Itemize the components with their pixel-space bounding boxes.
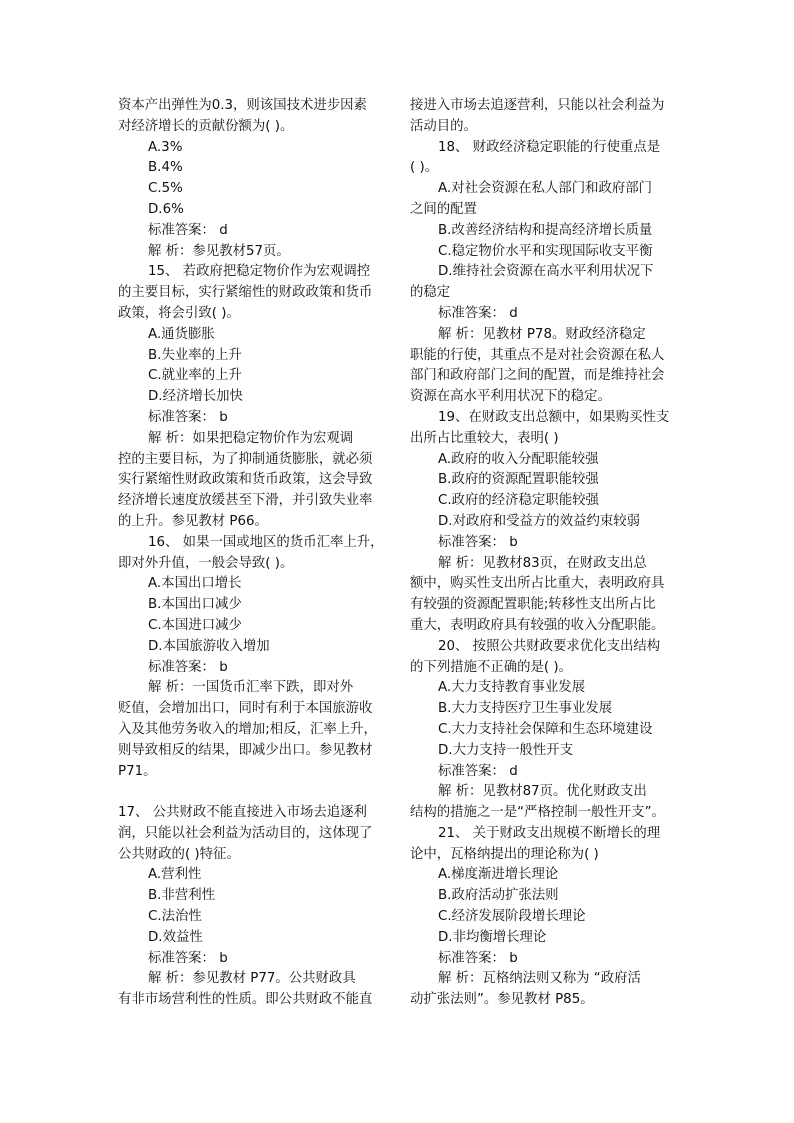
text-line: 有非市场营利性的性质。即公共财政不能直 xyxy=(118,992,373,1008)
text-line: 17、 公共财政不能直接进入市场去追逐利 xyxy=(118,805,367,821)
text-line: A.3% xyxy=(148,139,183,155)
text-line: A.营利性 xyxy=(148,867,202,883)
text-line: ( )。 xyxy=(410,160,439,176)
text-line: 标准答案： b xyxy=(148,659,228,675)
text-line: C.大力支持社会保障和生态环境建设 xyxy=(438,721,653,737)
text-line: 的稳定 xyxy=(410,285,451,301)
text-line: 标准答案： d xyxy=(148,222,228,238)
text-line: 21、 关于财政支出规模不断增长的理 xyxy=(438,825,661,841)
text-line: 有较强的资源配置职能;转移性支出所占比 xyxy=(410,597,656,613)
text-line: 标准答案： d xyxy=(438,305,518,321)
text-line: 政策，将会引致( )。 xyxy=(118,305,240,321)
text-line: B.政府活动扩张法则 xyxy=(438,888,559,904)
text-line: 标准答案： b xyxy=(438,950,518,966)
text-line: 资本产出弹性为0.3，则该国技术进步因素 xyxy=(118,98,367,113)
text-line: P71。 xyxy=(118,763,157,779)
text-line: 重大，表明政府具有较强的收入分配职能。 xyxy=(410,617,665,633)
text-line: 动扩张法则”。参见教材 P85。 xyxy=(410,992,594,1008)
text-line: 解 析：见教材87页。优化财政支出 xyxy=(438,784,647,800)
text-line: 解 析：参见教材57页。 xyxy=(148,243,290,259)
text-line: A.本国出口增长 xyxy=(148,576,242,592)
text-line: 的下列措施不正确的是( )。 xyxy=(410,659,573,675)
text-line: D.非均衡增长理论 xyxy=(438,929,547,945)
text-line: D.效益性 xyxy=(148,929,203,945)
text-line: D.经济增长加快 xyxy=(148,389,243,405)
text-line: D.本国旅游收入增加 xyxy=(148,638,270,654)
text-line: 则导致相反的结果，即减少出口。参见教材 xyxy=(118,742,373,758)
text-line: 18、 财政经济稳定职能的行使重点是 xyxy=(438,139,661,155)
text-line: B.非营利性 xyxy=(148,888,216,904)
text-line: A.梯度渐进增长理论 xyxy=(438,867,559,883)
text-line: D.6% xyxy=(148,201,184,217)
text-line: 标准答案： b xyxy=(148,409,228,425)
text-line: B.失业率的上升 xyxy=(148,347,242,363)
text-line: 解 析：如果把稳定物价作为宏观调 xyxy=(148,430,354,446)
text-line: 贬值，会增加出口，同时有利于本国旅游收 xyxy=(118,701,373,717)
text-line: 即对外升值，一般会导致( )。 xyxy=(118,555,294,571)
text-line: A.大力支持教育事业发展 xyxy=(438,680,586,696)
text-line: 公共财政的( )特征。 xyxy=(118,846,240,862)
text-line: 对经济增长的贡献份额为( )。 xyxy=(118,118,294,134)
text-line: 控的主要目标，为了抑制通货膨胀，就必须 xyxy=(118,451,373,467)
text-line: D.维持社会资源在高水平利用状况下 xyxy=(438,264,654,280)
text-line: 出所占比重较大，表明( ) xyxy=(410,430,559,446)
text-line: 解 析：瓦格纳法则又称为 “政府活 xyxy=(438,971,641,987)
text-line: 15、 若政府把稳定物价作为宏观调控 xyxy=(148,264,371,280)
left-column xyxy=(118,96,388,1011)
text-line: 部门和政府部门之间的配置，而是维持社会 xyxy=(410,368,665,384)
text-line: 标准答案： b xyxy=(148,950,228,966)
text-line: 之间的配置 xyxy=(410,201,477,217)
text-line: 的主要目标，实行紧缩性的财政政策和货币 xyxy=(118,285,373,301)
text-line: 16、 如果一国或地区的货币汇率上升， xyxy=(148,534,384,550)
text-line: 接进入市场去追逐营利，只能以社会利益为 xyxy=(410,98,665,113)
text-line: 活动目的。 xyxy=(410,118,477,134)
text-line: 实行紧缩性财政政策和货币政策，这会导致 xyxy=(118,472,373,488)
text-line: 资源在高水平利用状况下的稳定。 xyxy=(410,389,611,405)
text-line xyxy=(118,782,388,803)
text-line: A.通货膨胀 xyxy=(148,326,215,342)
right-column xyxy=(410,96,676,1011)
text-line: B.4% xyxy=(148,160,183,176)
text-line: 的上升。参见教材 P66。 xyxy=(118,513,268,529)
text-line: C.就业率的上升 xyxy=(148,368,242,384)
text-line: 标准答案： d xyxy=(438,763,518,779)
text-line: B.政府的资源配置职能较强 xyxy=(438,472,599,488)
text-line: C.政府的经济稳定职能较强 xyxy=(438,493,599,509)
text-line: A.政府的收入分配职能较强 xyxy=(438,451,599,467)
text-line: 入及其他劳务收入的增加;相反，汇率上升， xyxy=(118,721,377,737)
text-line: 解 析：见教材 P78。财政经济稳定 xyxy=(438,326,646,342)
text-line: 解 析：参见教材 P77。公共财政具 xyxy=(148,971,356,987)
text-line: 解 析：见教材83页，在财政支出总 xyxy=(438,555,647,571)
text-line: C.法治性 xyxy=(148,909,202,925)
text-line: 额中，购买性支出所占比重大，表明政府具 xyxy=(410,576,665,592)
text-line: C.5% xyxy=(148,181,183,197)
text-line: 经济增长速度放缓甚至下滑，并引致失业率 xyxy=(118,493,373,509)
text-line: D.对政府和受益方的效益约束较弱 xyxy=(438,513,641,529)
text-line: B.改善经济结构和提高经济增长质量 xyxy=(438,222,653,238)
text-line: 标准答案： b xyxy=(438,534,518,550)
text-line: C.稳定物价水平和实现国际收支平衡 xyxy=(438,243,653,259)
text-line: 职能的行使，其重点不是对社会资源在私人 xyxy=(410,347,665,363)
text-line: C.经济发展阶段增长理论 xyxy=(438,909,586,925)
text-line: C.本国进口减少 xyxy=(148,617,242,633)
text-line: B.大力支持医疗卫生事业发展 xyxy=(438,701,613,717)
text-line: A.对社会资源在私人部门和政府部门 xyxy=(438,181,653,197)
text-line: 润，只能以社会利益为活动目的，这体现了 xyxy=(118,825,373,841)
text-line: 论中，瓦格纳提出的理论称为( ) xyxy=(410,846,599,862)
text-line: 20、 按照公共财政要求优化支出结构 xyxy=(438,638,661,654)
text-line: 解 析：一国货币汇率下跌，即对外 xyxy=(148,680,354,696)
text-line: B.本国出口减少 xyxy=(148,597,242,613)
text-line: 19、在财政支出总额中，如果购买性支 xyxy=(438,409,670,425)
text-line: 结构的措施之一是“严格控制一般性开支”。 xyxy=(410,805,665,821)
text-line: D.大力支持一般性开支 xyxy=(438,742,574,758)
